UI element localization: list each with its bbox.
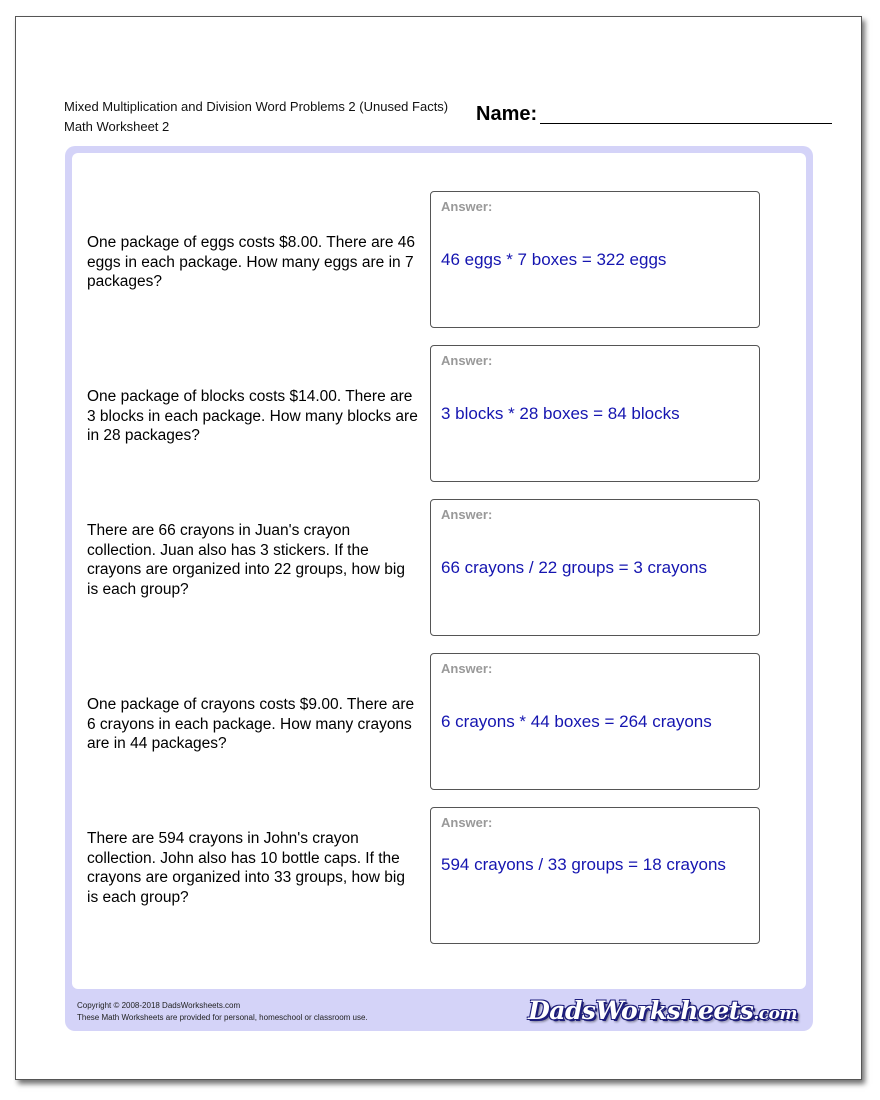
- answer-box-4: [430, 653, 760, 790]
- footer: [77, 1000, 368, 1024]
- answer-label: Answer:: [441, 661, 493, 676]
- answer-text-2: 3 blocks * 28 boxes = 84 blocks: [441, 404, 680, 423]
- worksheet-subtitle: Math Worksheet 2: [64, 119, 170, 134]
- problem-text-5: There are 594 crayons in John's crayon collection. John also has 10 bottle caps. If the crayons are organized into 33 groups, how big is each group?: [87, 830, 405, 906]
- worksheet-title: Mixed Multiplication and Division Word Problems 2 (Unused Facts): [64, 99, 449, 114]
- answer-box-5: [430, 807, 760, 944]
- answer-label: Answer:: [441, 353, 493, 368]
- answer-box-3: [430, 499, 760, 636]
- answer-label: Answer:: [441, 815, 493, 830]
- answer-text-1: 46 eggs * 7 boxes = 322 eggs: [441, 250, 667, 269]
- name-label: Name:: [476, 103, 538, 125]
- answer-text-3: 66 crayons / 22 groups = 3 crayons: [441, 558, 708, 577]
- answer-label: Answer:: [441, 199, 493, 214]
- worksheet-page: [15, 16, 862, 1080]
- problem-text-3: There are 66 crayons in Juan's crayon collection. Juan also has 3 stickers. If the crayons are organized into 22 groups, how big is each group?: [87, 522, 405, 598]
- answer-text-4: 6 crayons * 44 boxes = 264 crayons: [441, 712, 712, 731]
- answer-text-5: 594 crayons / 33 groups = 18 crayons: [441, 855, 726, 874]
- answer-label: Answer:: [441, 507, 493, 522]
- name-line: [540, 123, 832, 124]
- problem-text-1: One package of eggs costs $8.00. There are 46 eggs in each package. How many eggs are in 7 packages?: [87, 234, 416, 290]
- problem-text-2: One package of blocks costs $14.00. There are 3 blocks in each package. How many blocks are in 28 packages?: [87, 388, 418, 444]
- logo-text: DadsWorksheets: [528, 996, 754, 1025]
- problems-area: [72, 153, 806, 989]
- logo-suffix: .com: [753, 1004, 797, 1024]
- problems-frame: [65, 146, 813, 1031]
- copyright-text: Copyright © 2008-2018 DadsWorksheets.com: [77, 1001, 241, 1010]
- problem-text-4: One package of crayons costs $9.00. There are 6 crayons in each package. How many crayons are in 44 packages?: [87, 696, 415, 752]
- answer-box-1: [430, 191, 760, 328]
- usage-note: These Math Worksheets are provided for personal, homeschool or classroom use.: [77, 1013, 368, 1022]
- answer-box-2: [430, 345, 760, 482]
- dadsworksheets-logo: [528, 996, 797, 1025]
